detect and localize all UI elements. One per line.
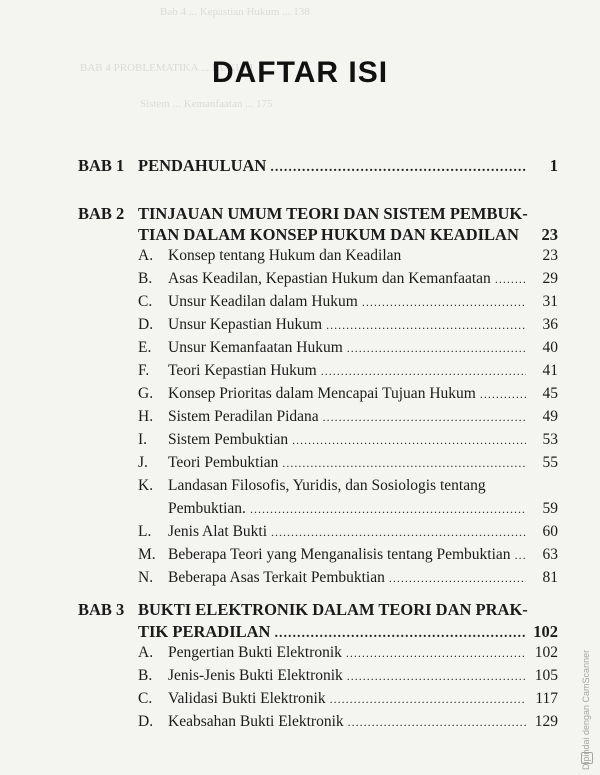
item-letter: I.	[138, 431, 148, 448]
dot-leader	[348, 715, 526, 730]
page-number: 1	[549, 156, 558, 175]
toc-bab2-heading	[78, 204, 558, 226]
toc-item-3b	[138, 667, 558, 689]
page-number: 53	[542, 431, 558, 448]
item-letter: M.	[138, 546, 156, 563]
item-text: Konsep tentang Hukum dan Keadilan	[168, 247, 402, 264]
dot-leader	[270, 160, 526, 176]
chapter-title-line1: TINJAUAN UMUM TEORI DAN SISTEM PEMBUK-	[138, 204, 528, 223]
item-letter: C.	[138, 293, 153, 310]
page-number: 23	[541, 225, 558, 244]
chapter-label: BAB 3	[78, 600, 125, 619]
item-text: Landasan Filosofis, Yuridis, dan Sosiologis tentang	[168, 477, 486, 494]
toc-item-2h	[138, 408, 558, 430]
item-letter: N.	[138, 569, 154, 586]
item-letter: D.	[138, 713, 154, 730]
item-letter: E.	[138, 339, 152, 356]
bleed-text-3: Sistem ... Kemanfaatan ... 175	[140, 98, 273, 110]
dot-leader	[292, 433, 526, 448]
dot-leader	[330, 692, 526, 707]
dot-leader	[323, 410, 526, 425]
dot-leader	[347, 341, 526, 356]
item-letter: A.	[138, 644, 154, 661]
toc-item-2m	[138, 546, 558, 568]
toc-item-3c	[138, 690, 558, 712]
dot-leader	[389, 571, 526, 586]
item-text: Konsep Prioritas dalam Mencapai Tujuan Hukum	[168, 385, 476, 402]
page-number: 49	[542, 408, 558, 425]
page-number: 63	[542, 546, 558, 563]
dot-leader	[282, 456, 526, 471]
item-text: Asas Keadilan, Kepastian Hukum dan Kemanfaatan	[168, 270, 491, 287]
page-number: 59	[542, 500, 558, 517]
chapter-title: PENDAHULUAN	[138, 156, 267, 175]
toc-item-2i	[138, 431, 558, 453]
camscanner-icon	[581, 752, 593, 764]
toc-item-3a	[138, 644, 558, 666]
toc-item-2d	[138, 316, 558, 338]
dot-leader	[347, 669, 526, 684]
dot-leader	[346, 646, 526, 661]
item-letter: B.	[138, 270, 153, 287]
item-letter: H.	[138, 408, 154, 425]
toc-item-2j	[138, 454, 558, 476]
toc-item-2n	[138, 569, 558, 591]
item-letter: B.	[138, 667, 153, 684]
toc-bab3-heading-cont	[138, 622, 558, 644]
page-number: 60	[542, 523, 558, 540]
dot-leader	[515, 548, 526, 563]
toc-item-2k-cont	[168, 500, 558, 522]
page-number: 55	[542, 454, 558, 471]
dot-leader	[495, 272, 526, 287]
dot-leader	[271, 525, 526, 540]
item-letter: G.	[138, 385, 154, 402]
toc-item-3d	[138, 713, 558, 735]
page-number: 102	[534, 644, 558, 661]
page-number: 40	[542, 339, 558, 356]
item-text-cont: Pembuktian.	[168, 500, 246, 517]
item-text: Beberapa Asas Terkait Pembuktian	[168, 569, 385, 586]
item-text: Sistem Peradilan Pidana	[168, 408, 319, 425]
item-text: Keabsahan Bukti Elektronik	[168, 713, 344, 730]
bleed-text-1: Bab 4 ... Kepastian Hukum ... 138	[160, 6, 310, 18]
item-text: Pengertian Bukti Elektronik	[168, 644, 342, 661]
toc-bab1	[78, 156, 558, 178]
dot-leader	[321, 364, 526, 379]
item-letter: J.	[138, 454, 148, 471]
chapter-title-line1: BUKTI ELEKTRONIK DALAM TEORI DAN PRAK-	[138, 600, 528, 619]
chapter-title-line2: TIK PERADILAN	[138, 622, 271, 641]
page-number: 117	[535, 690, 558, 707]
chapter-title-line2: TIAN DALAM KONSEP HUKUM DAN KEADILAN	[138, 225, 519, 244]
toc-item-2a	[138, 247, 558, 269]
toc-bab3-heading	[78, 600, 558, 622]
page-number: 81	[542, 569, 558, 586]
item-letter: D.	[138, 316, 154, 333]
item-text: Unsur Kemanfaatan Hukum	[168, 339, 343, 356]
toc-bab2-heading-cont	[138, 225, 558, 247]
page-number: 105	[534, 667, 558, 684]
item-text: Beberapa Teori yang Menganalisis tentang Pembuktian	[168, 546, 511, 563]
page-number: 45	[542, 385, 558, 402]
dot-leader	[250, 502, 526, 517]
item-text: Teori Pembuktian	[168, 454, 279, 471]
page-number: 29	[542, 270, 558, 287]
page-number: 41	[542, 362, 558, 379]
page-number: 129	[534, 713, 558, 730]
item-text: Teori Kepastian Hukum	[168, 362, 317, 379]
page-number: 31	[542, 293, 558, 310]
item-letter: A.	[138, 247, 154, 264]
dot-leader	[326, 318, 526, 333]
chapter-label: BAB 2	[78, 204, 125, 223]
toc-item-2f	[138, 362, 558, 384]
toc-item-2e	[138, 339, 558, 361]
toc-item-2b	[138, 270, 558, 292]
item-text: Unsur Kepastian Hukum	[168, 316, 323, 333]
page-number: 23	[542, 247, 558, 264]
toc-item-2c	[138, 293, 558, 315]
dot-leader	[274, 626, 526, 642]
item-text: Unsur Keadilan dalam Hukum	[168, 293, 358, 310]
dot-leader	[480, 387, 526, 402]
camscanner-watermark: Dipindai dengan CamScanner	[581, 649, 591, 770]
toc-item-2k	[138, 477, 558, 499]
page-title: DAFTAR ISI	[211, 56, 389, 89]
chapter-label: BAB 1	[78, 156, 125, 175]
page-number: 36	[542, 316, 558, 333]
item-text: Validasi Bukti Elektronik	[168, 690, 326, 707]
item-letter: F.	[138, 362, 150, 379]
dot-leader	[362, 295, 526, 310]
item-letter: K.	[138, 477, 154, 494]
toc-item-2l	[138, 523, 558, 545]
page-number: 102	[533, 622, 558, 641]
item-text: Jenis Alat Bukti	[168, 523, 268, 540]
item-text: Jenis-Jenis Bukti Elektronik	[168, 667, 343, 684]
item-letter: C.	[138, 690, 153, 707]
bleed-text-2: BAB 4 PROBLEMATIKA ... HUKUM	[80, 62, 254, 74]
item-letter: L.	[138, 523, 152, 540]
toc-item-2g	[138, 385, 558, 407]
item-text: Sistem Pembuktian	[168, 431, 289, 448]
